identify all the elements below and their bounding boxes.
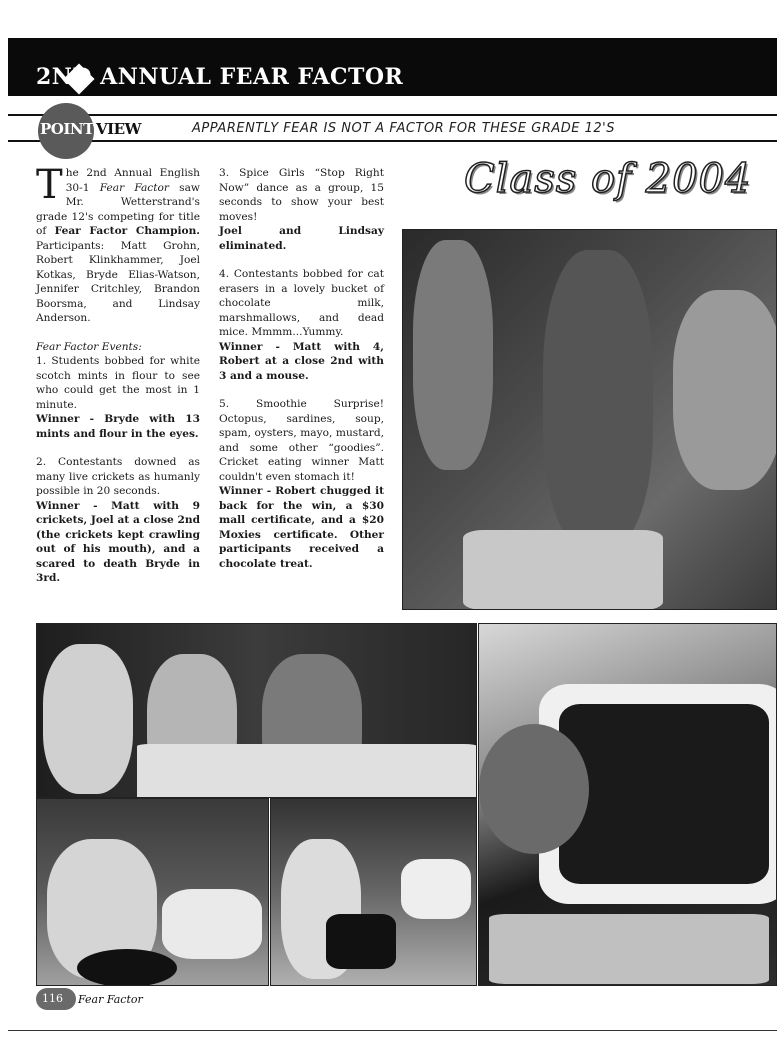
intro-text-2: saw Mr. Wetterstrand's grade 12's competing for title of (36, 181, 200, 237)
intro-bold: Fear Factor Champion. (54, 225, 200, 237)
events-heading: Fear Factor Events: (36, 340, 142, 353)
event-1-winner: Winner - Bryde with 13 mints and flour in the eyes. (36, 413, 200, 440)
article-subtitle: APPARENTLY FEAR IS NOT A FACTOR FOR THESE GRADE 12'S (192, 121, 615, 136)
event-5 (219, 397, 384, 571)
intro-italic: Fear Factor (99, 181, 169, 194)
section-name: Fear Factor (78, 993, 143, 1006)
view-label: VIEW (96, 120, 141, 138)
event-5-tail: Other participants received a chocolate treat. (219, 528, 384, 570)
point-label: POINT (40, 120, 94, 138)
event-1 (36, 354, 200, 441)
class-of-2004-logo: Class of 2004 (464, 156, 752, 202)
top-rule (8, 114, 777, 116)
event-3-text: 3. Spice Girls “Stop Right Now” dance as a group, 15 seconds to show your best moves! (219, 167, 384, 223)
photo-bucket-bobbing-2 (270, 798, 477, 986)
page-number: 116 (42, 992, 63, 1005)
event-4-winner: Winner - Matt with 4, Robert at a close 2nd with 3 and a mouse. (219, 340, 384, 382)
event-3-winner: Joel and Lindsay eliminated. (219, 225, 384, 252)
event-4-text: 4. Contestants bobbed for cat erasers in a lovely bucket of chocolate milk, marshmallows, and dead mice. Mmmm...Yummy. (219, 268, 384, 338)
event-5-text: 5. Smoothie Surprise! Octopus, sardines, soup, spam, oysters, mayo, mustard, and some other “goodies”. Cricket eating winner Matt couldn't even stomach it! (219, 398, 384, 483)
photo-smoothie-station (402, 229, 777, 610)
event-3 (219, 166, 384, 253)
event-2 (36, 455, 200, 586)
drop-cap: T (36, 162, 63, 208)
intro-text-1: he 2nd Annual English 30-1 (65, 167, 200, 194)
event-1-text: 1. Students bobbed for white scotch mints in flour to see who could get the most in 1 minute. (36, 355, 200, 411)
event-4 (219, 267, 384, 383)
event-5-winner: Winner - Robert chugged it back for the win, a $30 mall certificate, and a $20 Moxies certificate. (219, 485, 384, 541)
intro-paragraph (36, 162, 200, 326)
text-column-1 (36, 162, 200, 600)
photo-flour-bobbing (36, 623, 477, 798)
event-2-winner: Winner - Matt with 9 crickets, Joel at a close 2nd (the crickets kept crawling out of his mouth), and a scared to death Bryde in 3rd. (36, 499, 200, 584)
text-column-2 (219, 166, 384, 585)
photo-marshmallow-tub (478, 623, 777, 986)
page-title: 2ND ANNUAL FEAR FACTOR (36, 64, 404, 90)
event-2-text: 2. Contestants downed as many live crickets as humanly possible in 20 seconds. (36, 456, 200, 497)
participants-text: Participants: Matt Grohn, Robert Klinkhammer, Joel Kotkas, Bryde Elias-Watson, Jennifer Critchley, Brandon Boorsma, and Lindsay Anderson. (36, 239, 200, 324)
footer-rule (8, 1030, 777, 1031)
bottom-rule (8, 140, 777, 142)
photo-bucket-bobbing-1 (36, 798, 269, 986)
